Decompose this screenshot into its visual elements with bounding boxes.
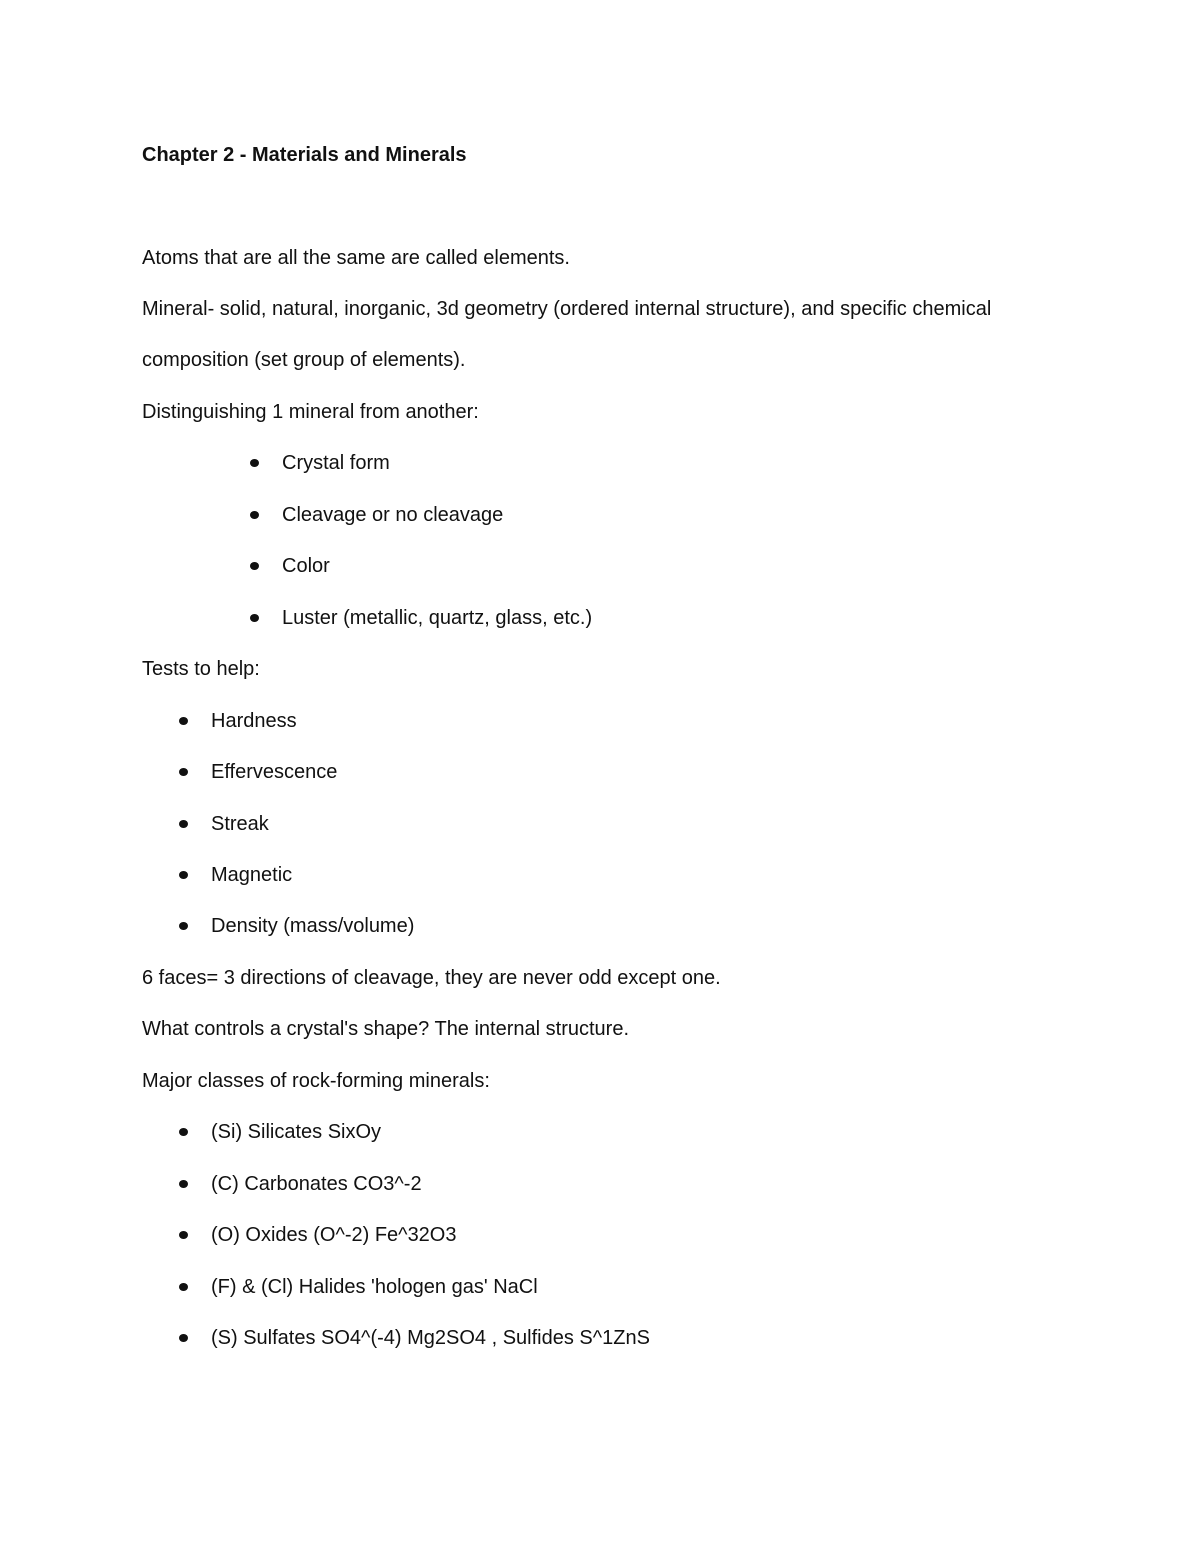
list-item	[0, 1223, 1200, 1247]
list-item-text: (Si) Silicates SixOy	[211, 1121, 382, 1143]
paragraph-distinguishing: Distinguishing 1 mineral from another:	[142, 401, 479, 423]
list-item	[0, 812, 1200, 836]
list-item	[0, 1120, 1200, 1144]
bullet-icon	[179, 1231, 188, 1239]
list-item-text: (S) Sulfates SO4^(-4) Mg2SO4 , Sulfides S^1ZnS	[211, 1327, 650, 1349]
paragraph-classes: Major classes of rock-forming minerals:	[142, 1070, 490, 1092]
bullet-icon	[179, 1283, 188, 1291]
list-item	[0, 1326, 1200, 1350]
list-item-text: Luster (metallic, quartz, glass, etc.)	[282, 607, 593, 629]
list-item-text: Streak	[211, 813, 269, 835]
list-item-text: (C) Carbonates CO3^-2	[211, 1173, 422, 1195]
list-item	[0, 760, 1200, 784]
paragraph-faces: 6 faces= 3 directions of cleavage, they are never odd except one.	[142, 967, 721, 989]
list-item	[0, 554, 1200, 578]
bullet-icon	[179, 1334, 188, 1342]
list-item	[0, 451, 1200, 475]
bullet-icon	[179, 768, 188, 776]
list-item	[0, 914, 1200, 938]
paragraph-mineral-line-2: composition (set group of elements).	[142, 349, 466, 371]
bullet-icon	[179, 1128, 188, 1136]
bullet-icon	[250, 614, 259, 622]
list-item	[0, 863, 1200, 887]
bullet-icon	[179, 871, 188, 879]
list-item-text: Density (mass/volume)	[211, 915, 415, 937]
list-item-text: Magnetic	[211, 864, 293, 886]
bullet-icon	[179, 717, 188, 725]
paragraph-atoms: Atoms that are all the same are called elements.	[142, 247, 570, 269]
bullet-icon	[179, 922, 188, 930]
list-item-text: Crystal form	[282, 452, 390, 474]
chapter-title: Chapter 2 - Materials and Minerals	[142, 144, 467, 166]
list-item	[0, 1172, 1200, 1196]
bullet-icon	[250, 511, 259, 519]
list-item	[0, 709, 1200, 733]
bullet-icon	[179, 1180, 188, 1188]
paragraph-tests: Tests to help:	[142, 658, 260, 680]
list-item-text: (O) Oxides (O^-2) Fe^32O3	[211, 1224, 457, 1246]
list-item-text: (F) & (Cl) Halides 'hologen gas' NaCl	[211, 1276, 538, 1298]
bullet-icon	[179, 820, 188, 828]
paragraph-mineral-line-1: Mineral- solid, natural, inorganic, 3d geometry (ordered internal structure), and specific chemical	[142, 298, 992, 320]
list-item-text: Effervescence	[211, 761, 338, 783]
list-item-text: Color	[282, 555, 330, 577]
paragraph-shape: What controls a crystal's shape? The internal structure.	[142, 1018, 630, 1040]
list-item	[0, 606, 1200, 630]
list-item	[0, 503, 1200, 527]
list-item-text: Hardness	[211, 710, 297, 732]
list-item-text: Cleavage or no cleavage	[282, 504, 504, 526]
bullet-icon	[250, 459, 259, 467]
bullet-icon	[250, 562, 259, 570]
list-item	[0, 1275, 1200, 1299]
